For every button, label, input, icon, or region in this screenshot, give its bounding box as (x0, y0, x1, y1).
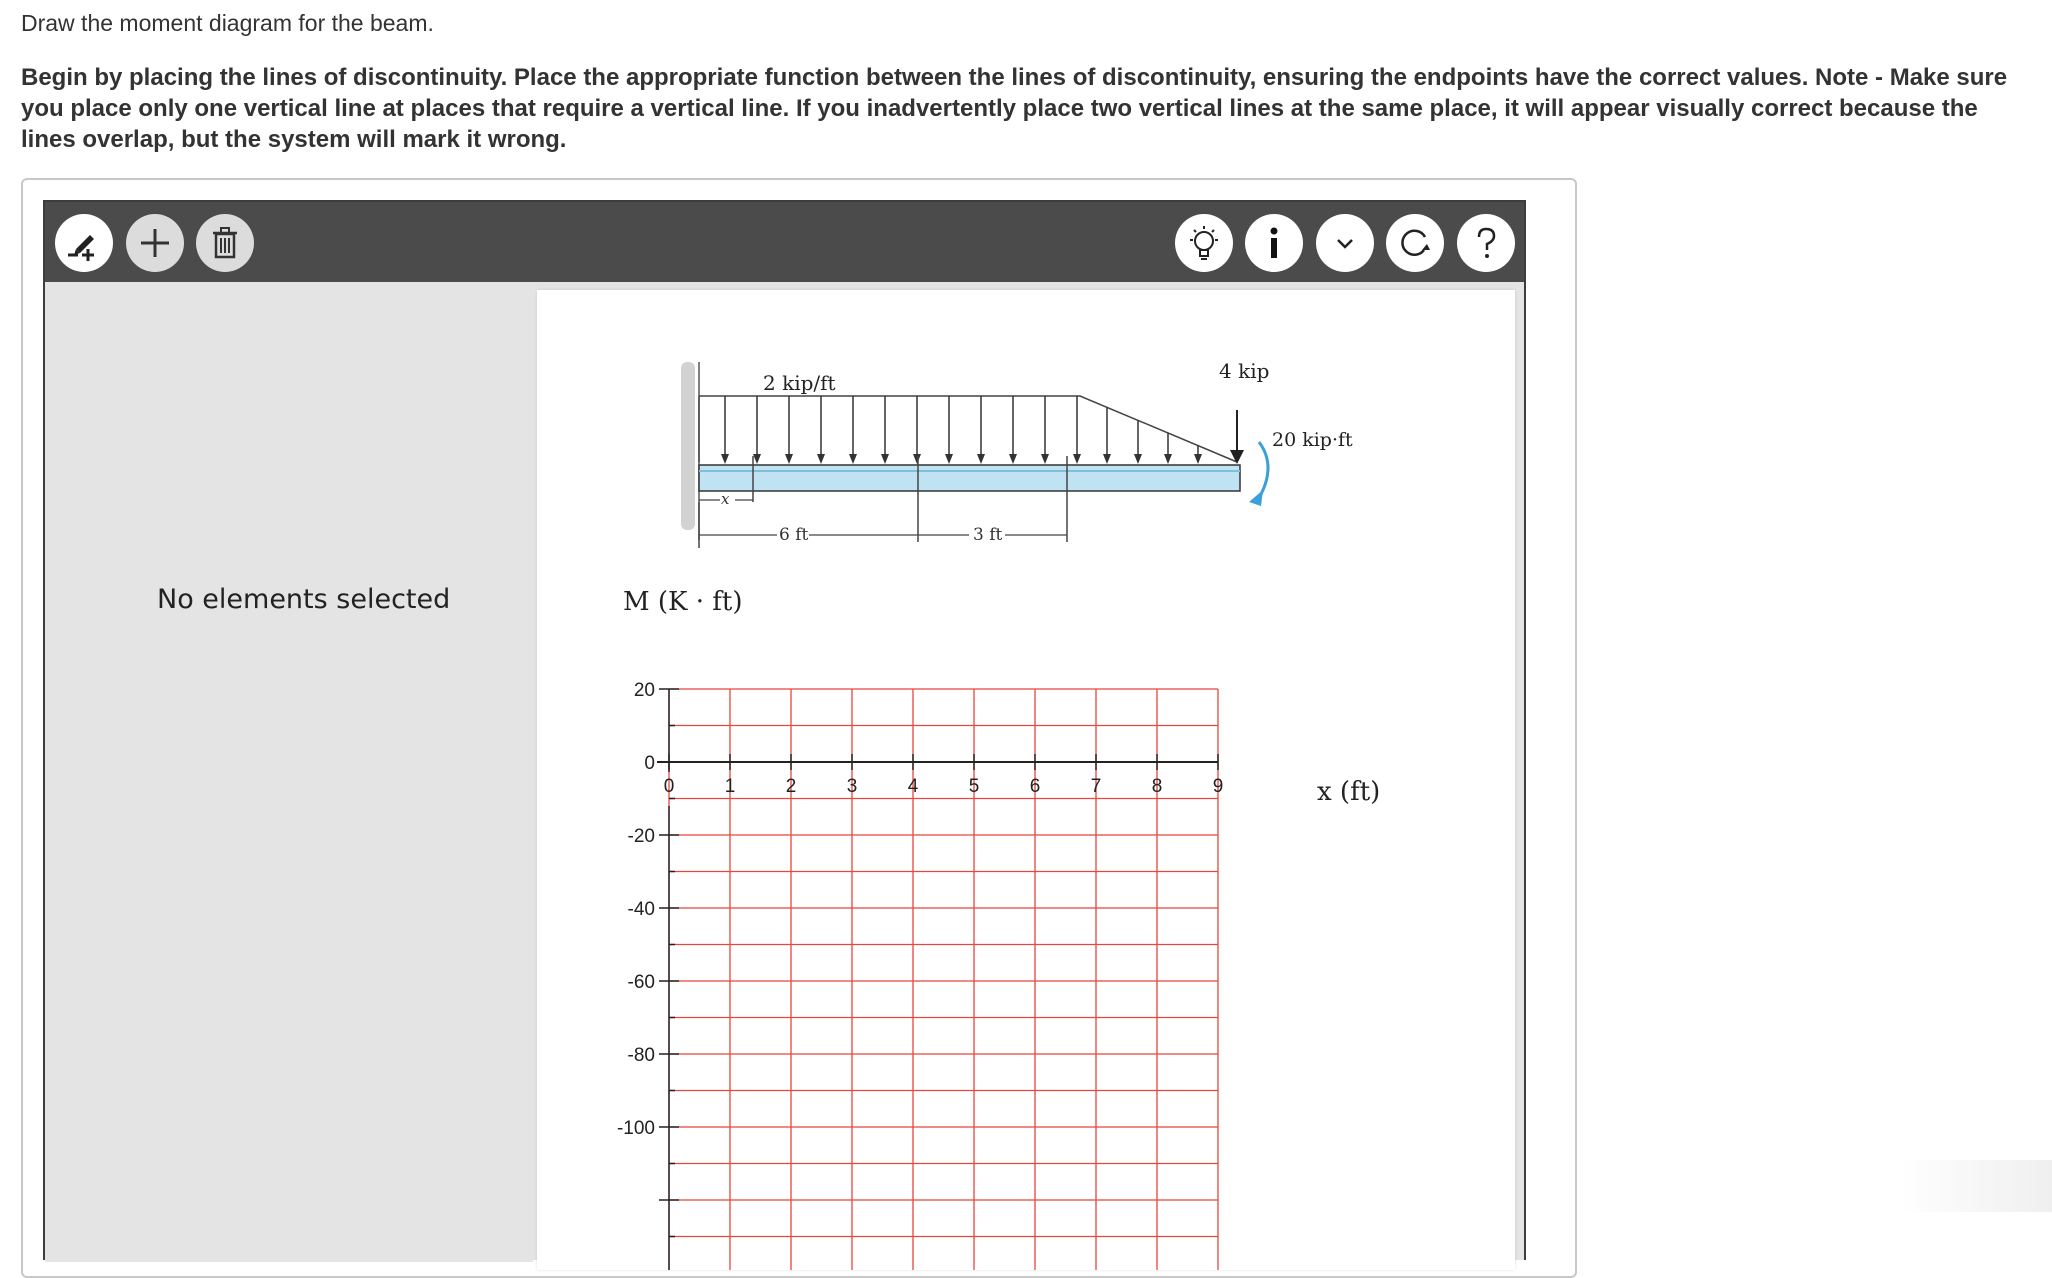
x-tick-label: 3 (846, 776, 858, 797)
y-tick-label: 0 (644, 753, 655, 774)
beam (699, 465, 1240, 491)
beam-figure (681, 359, 1353, 548)
x-tick-label: 9 (1212, 776, 1224, 797)
distributed-load-label: 2 kip/ft (763, 371, 836, 395)
load-arrow-head (1164, 454, 1172, 464)
load-arrow-head (1009, 454, 1017, 464)
x-tick-label: 2 (785, 776, 797, 797)
question-icon (1466, 223, 1506, 263)
y-tick-label: -40 (627, 899, 655, 920)
reset-button[interactable] (1386, 214, 1444, 272)
question-instructions: Begin by placing the lines of discontinuity. Place the appropriate function between the lines of discontinuity, ensuring the endpoints have the correct values. Note - Make sure you place only one vertical line at places that require a vertical line. If you inadvertently place two vertical lines at the same place, it will appear visually correct because the lines overlap, but the system will mark it wrong. (21, 64, 2008, 153)
load-arrow-head (1041, 454, 1049, 464)
load-arrow-head (721, 454, 729, 464)
load-arrow-head (945, 454, 953, 464)
y-axis-label: M (K · ft) (623, 587, 743, 617)
x-tick-label: 4 (907, 776, 919, 797)
fixed-wall (681, 362, 695, 530)
x-tick-label: 1 (724, 776, 736, 797)
toolbar (45, 202, 1524, 282)
moment-diagram[interactable] (617, 680, 1223, 1270)
point-load-label: 4 kip (1219, 359, 1270, 383)
draw-line-button[interactable] (55, 214, 113, 272)
moment-arrow (1259, 442, 1268, 498)
load-arrow-head (753, 454, 761, 464)
pencil-plus-icon (64, 223, 104, 263)
dim-6ft-label: 6 ft (779, 525, 809, 545)
x-tick-label: 6 (1029, 776, 1041, 797)
drawing-tool (43, 200, 1526, 1260)
x-tick-label: 5 (968, 776, 980, 797)
question-title: Draw the moment diagram for the beam. (21, 10, 434, 36)
x-dim-label: x (721, 490, 730, 508)
y-tick-label: 20 (633, 680, 655, 701)
y-tick-label: -60 (627, 972, 655, 993)
load-arrow-head (1103, 454, 1111, 464)
plus-icon (135, 223, 175, 263)
x-tick-label: 7 (1090, 776, 1102, 797)
y-tick-label: -100 (616, 1118, 655, 1139)
distributed-load-arrows (721, 396, 1202, 464)
load-arrow-head (1134, 454, 1142, 464)
load-arrow-head (1194, 454, 1202, 464)
load-arrow-head (913, 454, 921, 464)
y-tick-label: -80 (627, 1045, 655, 1066)
load-arrow-head (785, 454, 793, 464)
rotate-icon (1394, 222, 1436, 264)
properties-panel (45, 282, 533, 1262)
hint-button[interactable] (1175, 214, 1233, 272)
info-icon (1254, 223, 1294, 263)
x-tick-label: 0 (663, 776, 675, 797)
help-button[interactable] (1457, 214, 1515, 272)
canvas-svg (537, 290, 1515, 1270)
load-outline (699, 396, 1237, 462)
x-axis-label: x (ft) (1317, 777, 1381, 807)
page-edge-shadow (1900, 1160, 2052, 1212)
expand-button[interactable] (1316, 214, 1374, 272)
load-arrow-head (1073, 454, 1081, 464)
trash-icon (205, 223, 245, 263)
chevron-down-icon (1325, 223, 1365, 263)
selection-status: No elements selected (157, 584, 451, 615)
load-arrow-head (881, 454, 889, 464)
moment-load-label: 20 kip·ft (1272, 429, 1353, 451)
delete-button[interactable] (196, 214, 254, 272)
drawing-canvas[interactable] (537, 290, 1515, 1270)
load-arrow-head (977, 454, 985, 464)
info-button[interactable] (1245, 214, 1303, 272)
load-arrow-head (849, 454, 857, 464)
add-button[interactable] (126, 214, 184, 272)
x-tick-label: 8 (1151, 776, 1163, 797)
dim-3ft-label: 3 ft (973, 525, 1003, 545)
load-arrow-head (817, 454, 825, 464)
y-tick-label: -20 (627, 826, 655, 847)
lightbulb-icon (1183, 222, 1225, 264)
